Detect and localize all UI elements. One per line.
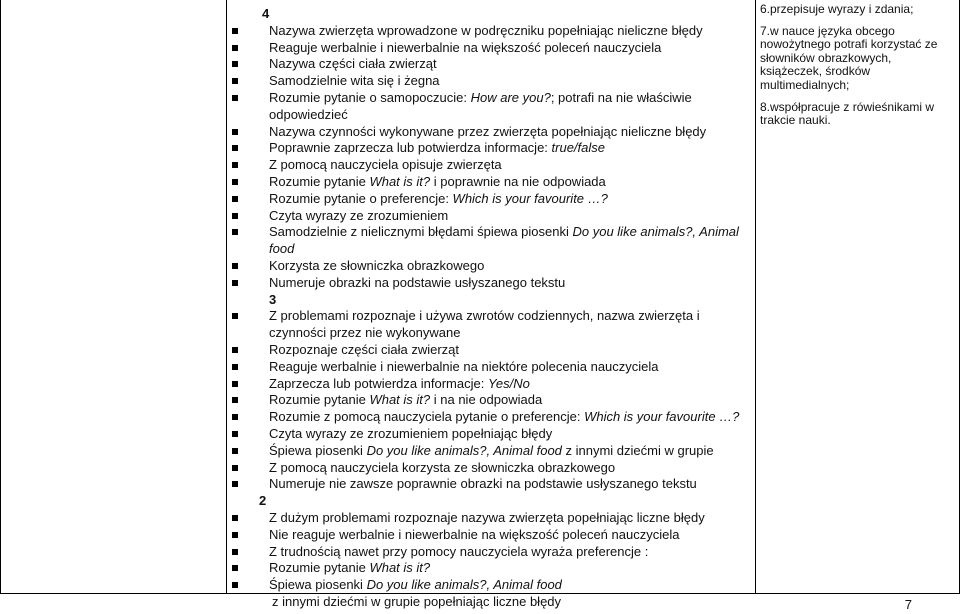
list-item: Z pomocą nauczyciela korzysta ze słowniczka obrazkowego	[232, 460, 752, 477]
grade-heading-4: 4	[262, 6, 270, 21]
list-item: Rozpoznaje części ciała zwierząt	[232, 342, 752, 359]
list-item: Nazywa części ciała zwierząt	[232, 56, 752, 73]
list-item: Rozumie pytanie What is it?	[232, 560, 752, 577]
bullet-icon	[232, 263, 238, 269]
list-item: Rozumie pytanie o samopoczucie: How are you?; potrafi na nie właściwie odpowiedzieć	[232, 90, 752, 124]
list-item: Nazywa zwierzęta wprowadzone w podręczniku popełniając nieliczne błędy	[232, 23, 752, 40]
bullet-icon	[232, 481, 238, 487]
bullet-icon	[232, 448, 238, 454]
list-item: Nie reaguje werbalnie i niewerbalnie na większość poleceń nauczyciela	[232, 527, 752, 544]
list-item: Reaguje werbalnie i niewerbalnie na niektóre polecenia nauczyciela	[232, 359, 752, 376]
list-item: Z problemami rozpoznaje i używa zwrotów codziennych, nazwa zwierzęta i czynności przez nie wykonywane	[232, 308, 752, 342]
list-item: Numeruje nie zawsze poprawnie obrazki na podstawie usłyszanego tekstu	[232, 476, 752, 493]
list-item: Czyta wyrazy ze zrozumieniem	[232, 208, 752, 225]
list-item: Czyta wyrazy ze zrozumieniem popełniając błędy	[232, 426, 752, 443]
bullet-icon	[232, 414, 238, 420]
grade-heading-2: 2	[259, 493, 267, 509]
bullet-icon	[232, 397, 238, 403]
bullet-icon	[232, 565, 238, 571]
bullet-icon	[232, 179, 238, 185]
bullet-icon	[232, 129, 238, 135]
bullet-icon	[232, 145, 238, 151]
bullet-icon	[232, 347, 238, 353]
bullet-icon	[232, 45, 238, 51]
bullet-icon	[232, 381, 238, 387]
list-item: Reaguje werbalnie i niewerbalnie na większość poleceń nauczyciela	[232, 40, 752, 57]
requirement-6: 6.przepisuje wyrazy i zdania;	[760, 2, 914, 16]
bullet-icon	[232, 532, 238, 538]
requirements-column	[760, 3, 955, 136]
bullet-icon	[232, 78, 238, 84]
bullet-icon	[232, 28, 238, 34]
bullet-icon	[232, 549, 238, 555]
table-border-left	[0, 0, 1, 594]
bullet-icon	[232, 582, 238, 588]
list-item: Samodzielnie z nielicznymi błędami śpiewa piosenki Do you like animals?, Animal food	[232, 224, 752, 258]
list-item-continuation: z innymi dziećmi w grupie popełniając liczne błędy	[272, 593, 562, 609]
bullet-icon	[232, 162, 238, 168]
page-number: 7	[904, 597, 912, 612]
bullet-icon	[232, 515, 238, 521]
table-column-divider-2	[755, 0, 756, 594]
bullet-icon	[232, 313, 238, 319]
list-item: Poprawnie zaprzecza lub potwierdza informacje: true/false	[232, 140, 752, 157]
list-item: Rozumie pytanie o preferencje: Which is your favourite …?	[232, 191, 752, 208]
requirement-8: 8.współpracuje z rówieśnikami w trakcie nauki.	[760, 99, 935, 128]
list-item: Numeruje obrazki na podstawie usłyszanego tekstu	[232, 275, 752, 292]
bullet-icon	[232, 465, 238, 471]
bullet-icon	[232, 61, 238, 67]
bullet-icon	[232, 431, 238, 437]
bullet-icon	[232, 95, 238, 101]
list-item: Korzysta ze słowniczka obrazkowego	[232, 258, 752, 275]
requirement-7: 7.w nauce języka obcego nowożytnego potrafi korzystać ze słowników obrazkowych, książeczek, środków multimedialnych;	[760, 23, 938, 92]
list-item: Nazywa czynności wykonywane przez zwierzęta popełniając nieliczne błędy	[232, 124, 752, 141]
list-item: Śpiewa piosenki Do you like animals?, Animal food	[232, 577, 752, 594]
bullet-icon	[232, 196, 238, 202]
list-item: Z trudnością nawet przy pomocy nauczyciela wyraża preferencje :	[232, 544, 752, 561]
list-item: Rozumie pytanie What is it? i na nie odpowiada	[232, 392, 752, 409]
bullet-icon	[232, 364, 238, 370]
list-item: Z dużym problemami rozpoznaje nazywa zwierzęta popełniając liczne błędy	[232, 510, 752, 527]
bullet-icon	[232, 229, 238, 235]
list-item: Samodzielnie wita się i żegna	[232, 73, 752, 90]
bullet-icon	[232, 213, 238, 219]
list-item: Rozumie pytanie What is it? i poprawnie na nie odpowiada	[232, 174, 752, 191]
grade-heading-3: 3	[269, 291, 277, 307]
list-item: Rozumie z pomocą nauczyciela pytanie o preferencje: Which is your favourite …?	[232, 409, 752, 426]
criteria-column	[232, 6, 752, 611]
table-column-divider-1	[226, 0, 227, 594]
list-item: Śpiewa piosenki Do you like animals?, Animal food z innymi dziećmi w grupie	[232, 443, 752, 460]
list-item: Zaprzecza lub potwierdza informacje: Yes/No	[232, 376, 752, 393]
bullet-icon	[232, 280, 238, 286]
list-item: Z pomocą nauczyciela opisuje zwierzęta	[232, 157, 752, 174]
